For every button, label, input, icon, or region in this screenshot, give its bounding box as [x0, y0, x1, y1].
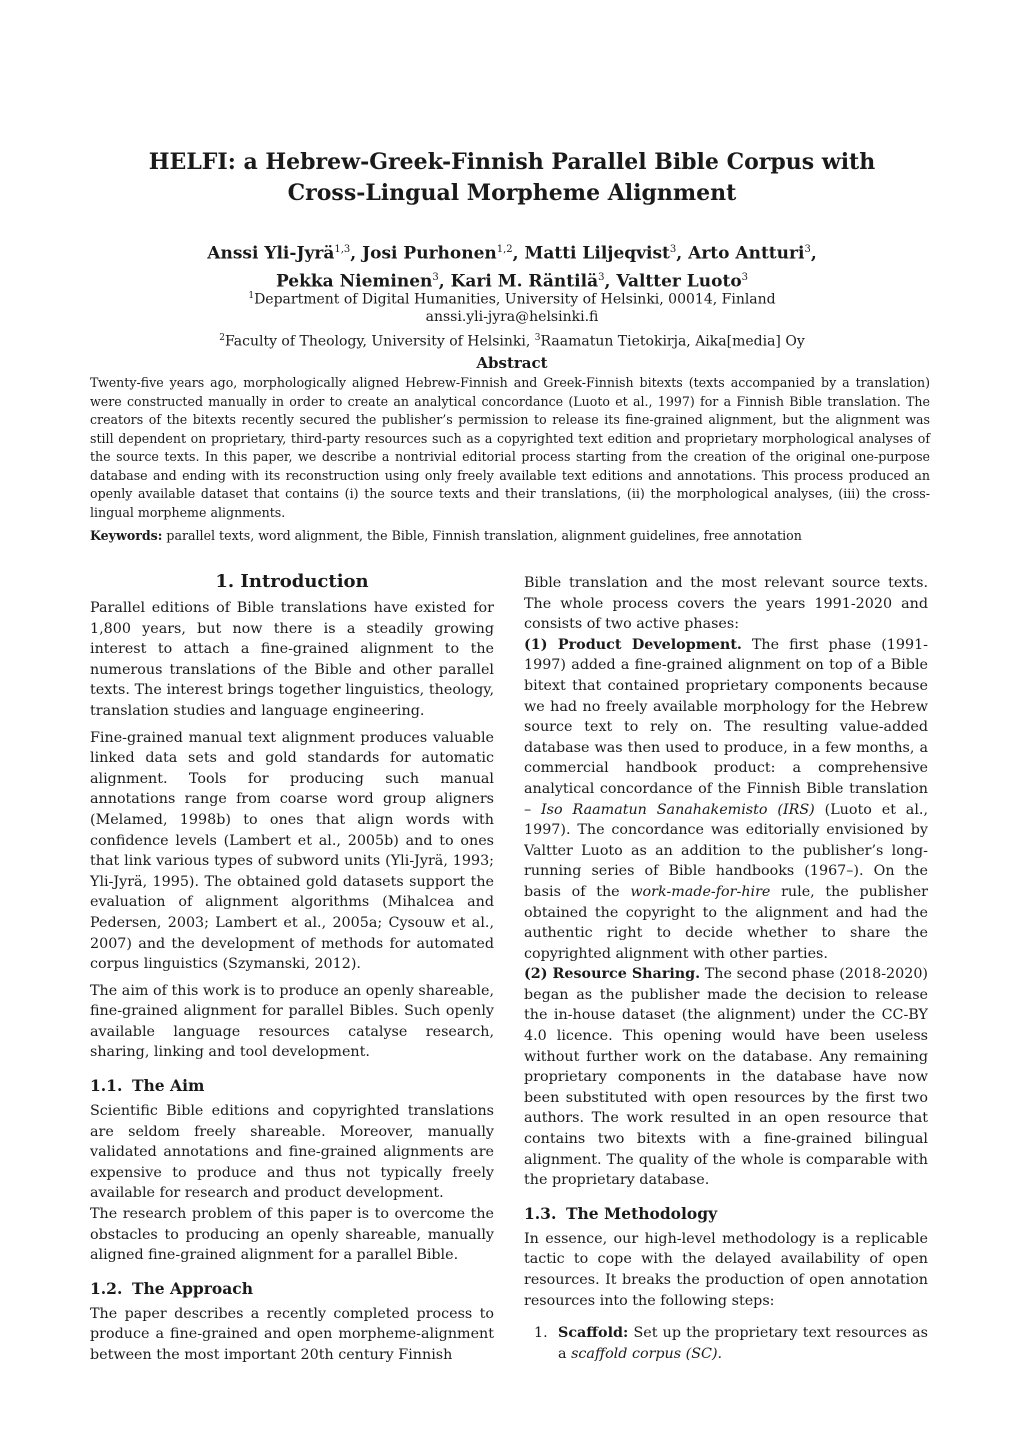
- subsection-number: 1.1.: [90, 1076, 123, 1096]
- subsection-heading-approach: [90, 1278, 494, 1300]
- author-name: Josi Purhonen: [362, 243, 497, 264]
- title-line-2: Cross-Lingual Morpheme Alignment: [287, 180, 737, 206]
- author-name: Valtter Luoto: [616, 271, 742, 292]
- keywords: [90, 527, 930, 545]
- phase-1-text: The first phase (1991-1997) added a fine-grained alignment on top of a Bible bitext that contained proprietary components because we had no freely available morphology for the Hebrew source text to rely on. The resulting value-added database was then used to produce, in a few months, a commercial handbook product: a comprehensive analytical concordance of the Finnish Bible translation –: [524, 636, 928, 818]
- subsection-title: The Methodology: [566, 1203, 718, 1223]
- author-affil-mark: 1,2: [496, 244, 513, 255]
- affil-text: Raamatun Tietokirja, Aika[media] Oy: [540, 333, 805, 350]
- author-name: Arto Antturi: [688, 243, 805, 264]
- subsection-heading-aim: [90, 1075, 494, 1097]
- author-affil-mark: 3: [598, 271, 605, 283]
- approach-paragraph-1: The paper describes a recently completed process to produce a fine-grained and open morpheme-alignment between the most important 20th century Finnish: [90, 1305, 494, 1363]
- subsection-title: The Aim: [132, 1076, 205, 1096]
- author-sep: ,: [350, 243, 363, 264]
- contact-email[interactable]: anssi.yli-jyra@helsinki.fi: [425, 309, 599, 325]
- phase-1-text: (Luoto et al., 1997). The concordance was editorially envisioned by Valtter Luoto as an addition to the publisher’s long-running series of Bible handbooks (1967–). On the basis of the: [524, 801, 928, 900]
- list-item: [524, 1323, 928, 1364]
- step-term: scaffold corpus (SC).: [571, 1345, 723, 1362]
- author-name: Pekka Nieminen: [275, 271, 433, 292]
- affil-mark: 2: [219, 333, 225, 343]
- affil-mark: 1: [248, 291, 255, 301]
- phase-1-text: rule, the publisher obtained the copyright to the alignment and had the authentic right to decide whether to share the copyrighted alignment with other parties.: [524, 883, 929, 962]
- abstract-heading: Abstract: [476, 354, 548, 372]
- work-for-hire-term: work-made-for-hire: [630, 883, 771, 900]
- affil-text: Faculty of Theology, University of Helsinki,: [225, 333, 535, 350]
- phase-2-paragraph: [524, 964, 928, 1191]
- author-sep: ,: [512, 243, 525, 264]
- affil-mark: 3: [534, 333, 541, 343]
- intro-paragraph-1: Parallel editions of Bible translations have existed for 1,800 years, but now there is a steadily growing interest to attach a fine-grained alignment to the numerous translations of the Bible and other parallel texts. The interest brings together linguistics, theology, translation studies and language engineering.: [90, 600, 494, 719]
- title-line-1: HELFI: a Hebrew-Greek-Finnish Parallel Bible Corpus with: [148, 149, 876, 175]
- subsection-title: The Approach: [132, 1278, 254, 1298]
- aim-paragraph-1: Scientific Bible editions and copyrighted translations are seldom freely shareable. Moreover, manually validated annotations and fine-grained alignments are expensive to produce and thus not typically freely available for research and product development.: [90, 1103, 494, 1202]
- author-sep: ,: [676, 243, 689, 264]
- step-heading: Scaffold:: [558, 1325, 629, 1342]
- list-item-number: 1.: [534, 1325, 548, 1342]
- intro-paragraph-2: Fine-grained manual text alignment produces valuable linked data sets and gold standards for automatic alignment. Tools for producing such manual annotations range from coarse word group aligners (Melamed, 1998b) to ones that align words with confidence levels (Lambert et al., 2005b) and to ones that link various types of subword units (Yli-Jyrä, 1993; Yli-Jyrä, 1995). The obtained gold datasets support the evaluation of alignment algorithms (Mihalcea and Pedersen, 2003; Lambert et al., 2005a; Cysouw et al., 2007) and the development of methods for automated corpus linguistics (Szymanski, 2012).: [90, 729, 494, 973]
- keywords-list: parallel texts, word alignment, the Bible, Finnish translation, alignment guidelines, free annotation: [166, 528, 802, 543]
- subsection-heading-methodology: [524, 1203, 928, 1225]
- phases-intro-paragraph: Bible translation and the most relevant source texts. The whole process covers the years 1991-2020 and consists of two active phases:: [524, 575, 928, 633]
- author-affil-mark: 3: [741, 271, 749, 283]
- paper-title: [80, 147, 944, 209]
- subsection-number: 1.3.: [524, 1203, 557, 1223]
- intro-paragraph-3: The aim of this work is to produce an openly shareable, fine-grained alignment for parallel Bibles. Such openly available language resources catalyse research, sharing, linking and tool development.: [90, 982, 494, 1061]
- author-line-1: [80, 238, 944, 266]
- methodology-paragraph-1: In essence, our high-level methodology is a replicable tactic to cope with the delayed availability of open resources. It breaks the production of open annotation resources into the following steps:: [524, 1230, 928, 1309]
- author-affil-mark: 3: [432, 271, 439, 283]
- concordance-title: Iso Raamatun Sanahakemisto (IRS): [541, 801, 815, 818]
- author-affil-mark: 3: [804, 244, 811, 255]
- author-sep: ,: [604, 271, 617, 292]
- author-name: Matti Liljeqvist: [524, 243, 670, 264]
- affil-text: Department of Digital Humanities, University of Helsinki, 00014, Finland: [254, 291, 776, 308]
- author-affil-mark: 3: [669, 244, 677, 255]
- left-column: [90, 570, 494, 1372]
- aim-paragraph-2: The research problem of this paper is to overcome the obstacles to producing an openly shareable, manually aligned fine-grained alignment for a parallel Bible.: [90, 1206, 494, 1264]
- author-sep: ,: [438, 271, 451, 292]
- phase-1-heading: (1) Product Development.: [524, 636, 742, 653]
- keywords-label: Keywords:: [90, 528, 163, 543]
- author-name: Anssi Yli-Jyrä: [207, 243, 335, 264]
- step-text: Set up the proprietary text resources as a: [558, 1325, 928, 1362]
- affiliation-2-3: [80, 328, 944, 352]
- author-name: Kari M. Räntilä: [450, 271, 599, 292]
- right-column: [524, 573, 928, 1364]
- abstract-text: Twenty-five years ago, morphologically aligned Hebrew-Finnish and Greek-Finnish bitexts (texts accompanied by a translation) were constructed manually in order to create an analytical concordance (Luoto et al., 1997) for a Finnish Bible translation. The creators of the bitexts recently secured the publisher’s permission to release its fine-grained alignment, but the alignment was still dependent on proprietary, third-party resources such as a copyrighted text edition and proprietary morphological analyses of the source texts. In this paper, we describe a nontrivial editorial process starting from the creation of the original one-purpose database and ending with its reconstruction using only freely available text editions and annotations. This process produced an openly available dataset that contains (i) the source texts and their translations, (ii) the morphological analyses, (iii) the cross-lingual morpheme alignments.: [90, 375, 930, 520]
- methodology-steps: [524, 1323, 928, 1364]
- subsection-number: 1.2.: [90, 1278, 123, 1298]
- phase-2-heading: (2) Resource Sharing.: [524, 966, 701, 983]
- section-heading-introduction: 1. Introduction: [215, 571, 369, 592]
- author-affil-mark: 1,3: [334, 244, 351, 255]
- phase-2-text: The second phase (2018-2020) began as the publisher made the decision to release the in-house dataset (the alignment) under the CC-BY 4.0 licence. This opening would have been useless without further work on the database. Any remaining proprietary components in the database have now been substituted with open resources by the first two authors. The work resulted in an open resource that contains two bitexts with a fine-grained bilingual alignment. The quality of the whole is comparable with the proprietary database.: [524, 966, 929, 1189]
- author-sep: ,: [810, 243, 817, 264]
- phase-1-paragraph: [524, 635, 928, 965]
